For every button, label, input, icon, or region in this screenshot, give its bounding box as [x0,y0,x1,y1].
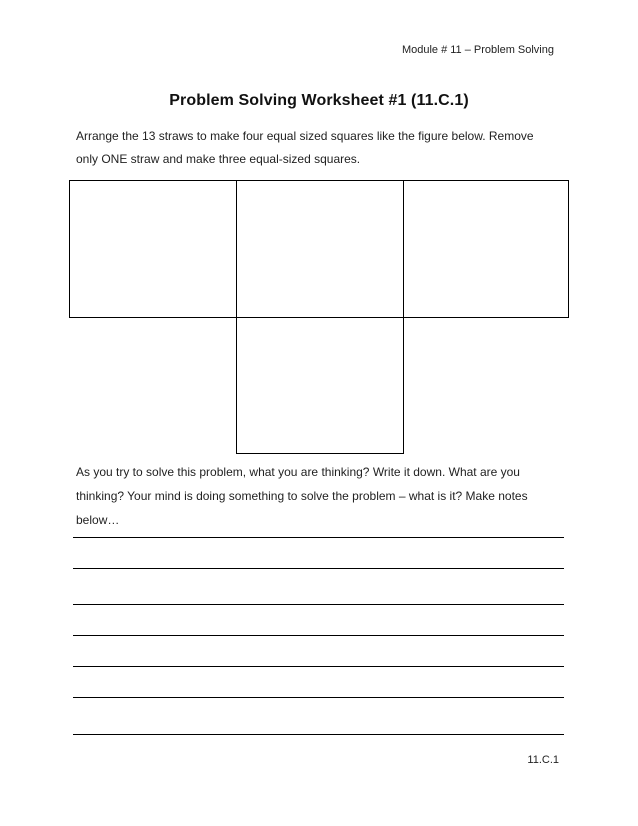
instructions-line-1: Arrange the 13 straws to make four equal sized squares like the figure below. Remove [76,129,534,143]
square-top-right [403,180,569,318]
page-title: Problem Solving Worksheet #1 (11.C.1) [169,92,469,109]
square-top-left [69,180,237,318]
notes-line-3[interactable] [73,604,564,605]
page-code: 11.C.1 [527,754,559,766]
instructions [76,125,566,171]
square-top-middle [236,180,404,318]
notes-line-5[interactable] [73,666,564,667]
instructions-line-2: only ONE straw and make three equal-sized squares. [76,152,361,166]
prompt-line-2: thinking? Your mind is doing something to solve the problem – what is it? Make notes [76,489,528,503]
square-bottom-middle [236,317,404,454]
notes-line-7[interactable] [73,734,564,735]
notes-line-2[interactable] [73,568,564,569]
notes-prompt [76,460,566,532]
notes-line-4[interactable] [73,635,564,636]
notes-line-1[interactable] [73,537,564,538]
squares-figure [69,180,569,454]
prompt-line-1: As you try to solve this problem, what you are thinking? Write it down. What are you [76,465,520,479]
prompt-line-3: below… [76,513,120,527]
module-header: Module # 11 – Problem Solving [401,44,554,56]
notes-line-6[interactable] [73,697,564,698]
